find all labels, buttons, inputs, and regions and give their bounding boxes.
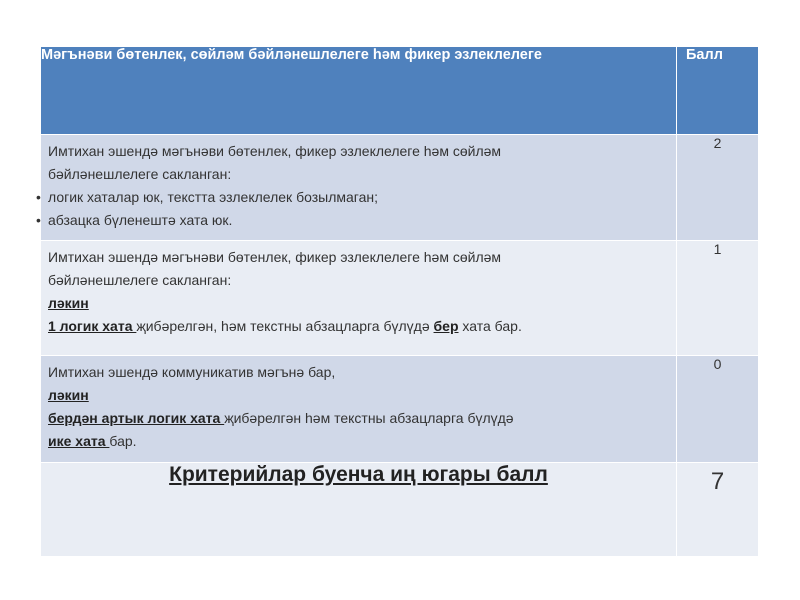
row3-line4: ике хата бар. [48,433,137,449]
total-score: 7 [677,463,759,557]
score-cell: 2 [677,135,759,241]
score-cell: 1 [677,241,759,356]
row3-line3: бердән артык логик хата җибәрелгән һәм текстны абзацларга бүлүдә [48,410,514,426]
row1-bullet1: • логик хаталар юк, текстта эзлеклелек бозылмаган; [36,186,676,209]
header-score: Балл [677,47,759,135]
table-row [41,356,759,463]
table-header-row [41,47,759,135]
row2-line2: бәйләнешлелеге сакланган: [48,272,232,288]
header-criterion: Мәгънәви бөтенлек, сөйләм бәйләнешлелеге һәм фикер эзлеклелеге [41,47,677,135]
row2-line3: ләкин [48,295,89,311]
criteria-table [36,46,759,557]
criterion-cell [41,241,677,356]
row2-line1: Имтихан эшендә мәгънәви бөтенлек, фикер эзлеклелеге һәм сөйләм [48,249,502,265]
row1-line2: бәйләнешлелеге сакланган: [48,166,232,182]
criterion-cell [41,356,677,463]
criterion-cell [36,135,677,241]
total-row [41,463,759,557]
bullet-icon: • [36,189,41,205]
row3-line2: ләкин [48,387,89,403]
table-row [41,135,759,241]
table-row [41,241,759,356]
bullet-icon: • [36,212,41,228]
row2-line4: 1 логик хата җибәрелгән, һәм текстны абзацларга бүлүдә бер хата бар. [48,318,522,334]
score-cell: 0 [677,356,759,463]
row3-line1: Имтихан эшендә коммуникатив мәгънә бар, [48,364,336,380]
total-label: Критерийлар буенча иң югары балл [41,463,677,557]
row1-line1: Имтихан эшендә мәгънәви бөтенлек, фикер эзлеклелеге һәм сөйләм [48,143,502,159]
row1-bullet2: • абзацка бүленештә хата юк. [36,209,676,232]
